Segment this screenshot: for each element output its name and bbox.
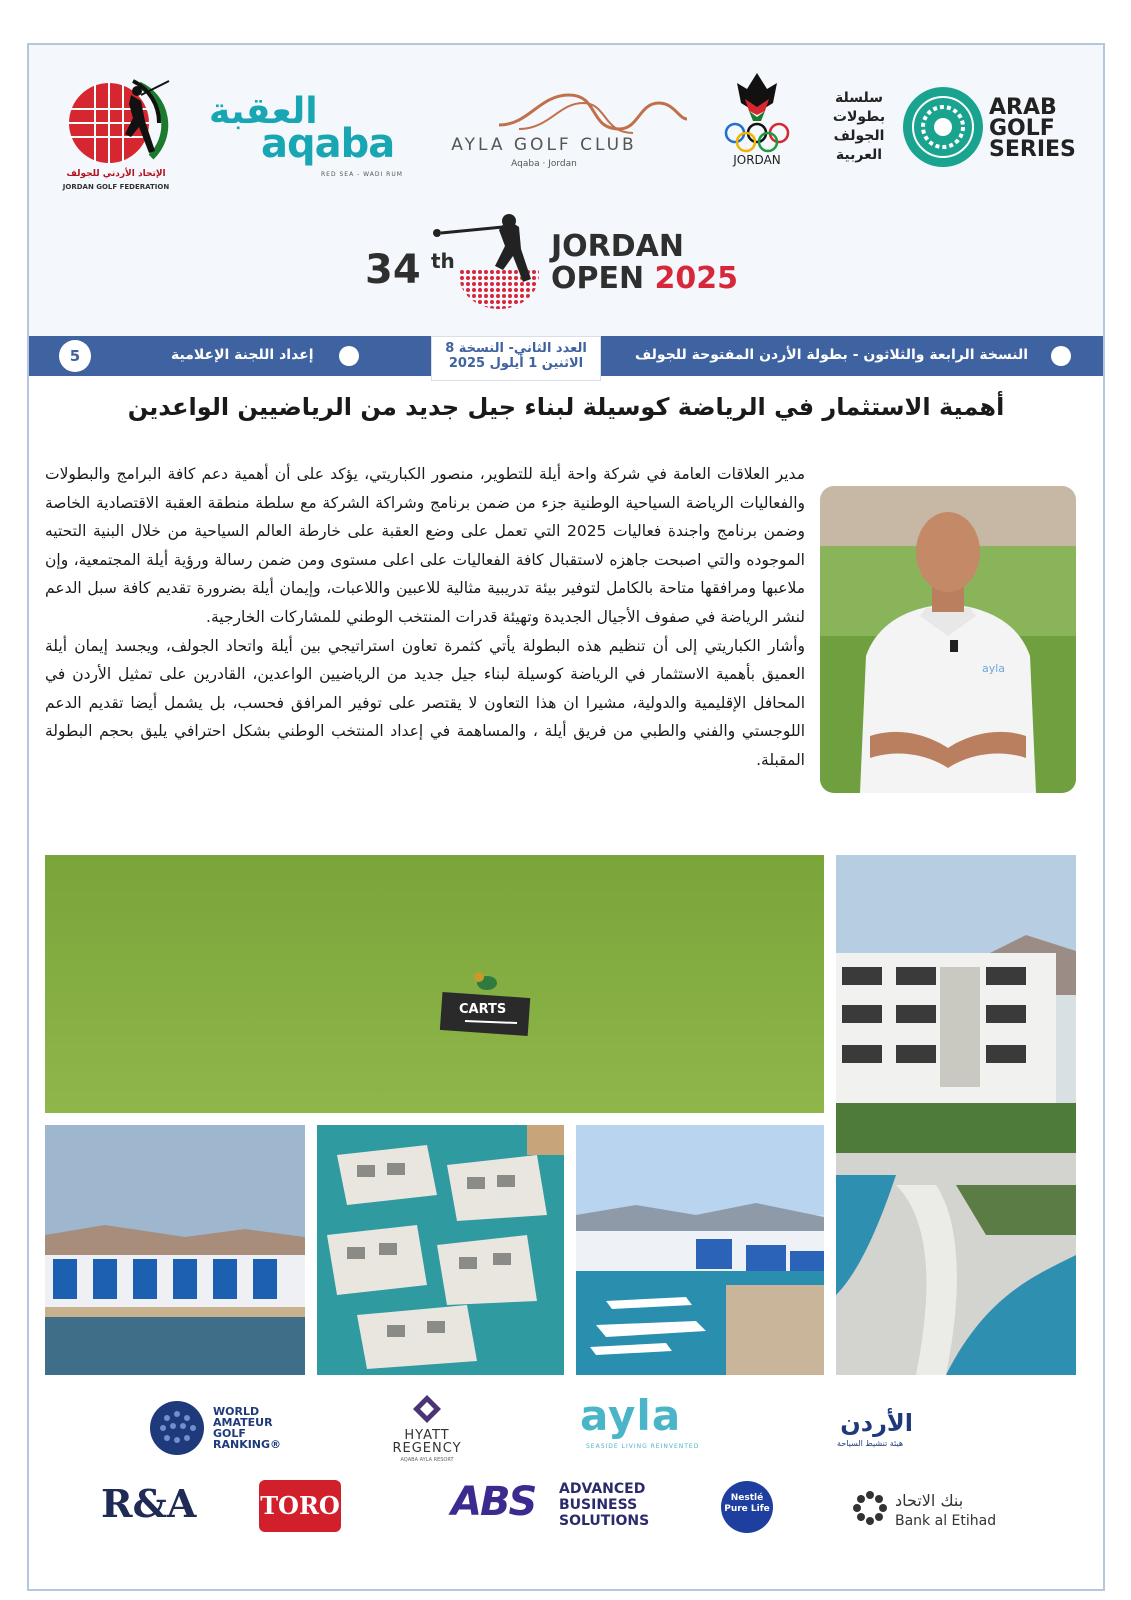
ayla-club-name: AYLA GOLF CLUB [451, 135, 637, 155]
newsletter-page [27, 43, 1105, 1591]
article-paragraph: مدير العلاقات العامة في شركة واحة أيلة للتطوير، منصور الكباريتي، يؤكد على أن أهمية دعم كافة البرامج والبطولات والفعاليات الرياضة السياحية الوطنية جزء من ضمن برنامج وشراكة الشركة مع سلطة منطقة العقبة الاقتصادية الخاصة وضمن برنامج واجندة فعاليات 2025 التي تعمل على وضع العقبة على خارطة العالم السياحية من خلال البنية التحتيه الموجوده والتي اصبحت جاهزه لاستقبال كافة الفعاليات على اعلى مستوى ومن ضمن رسالة ورؤية أيلة المجتمعية، وإن ملاعبها ومرافقها متاحة بالكامل لتوفير بيئة تدريبية مثالية للاعبين واللاعبات، وإيمان أيلة بضرورة تقديم كافة سبل الدعم لنشر الرياضة في صفوف الأجيال الجديدة وتهيئة قدرات المنتخب الوطني للمشاركات الخارجية. [45, 465, 805, 626]
ayla-golf-club-logo [429, 89, 689, 189]
ayla-wordmark: ayla [580, 1391, 682, 1440]
nestle-pure-life-logo: Nestlé Pure Life [721, 1481, 773, 1533]
waterfront-houses-photo [45, 1125, 305, 1375]
golf-course-cart-sign-photo [45, 855, 824, 1113]
wagr-text: WORLD AMATEUR GOLF RANKING® [213, 1405, 282, 1451]
event-number-suffix: th [431, 249, 455, 273]
jordan-tourism-subtitle: هيئة تنشيط السياحة [837, 1439, 904, 1448]
wagr-sponsor-logo [149, 1400, 319, 1460]
jordan-tourism-board-logo [833, 1409, 913, 1457]
bank-arabic-name: بنك الاتحاد [895, 1491, 964, 1510]
ayla-tagline: SEASIDE LIVING REINVENTED [586, 1443, 700, 1450]
r-and-a-logo: R&A [101, 1481, 197, 1526]
aqaba-arabic: العقبة [209, 91, 318, 132]
event-title-line1: JORDAN [551, 229, 684, 264]
cart-sign-text: CARTS [459, 1002, 507, 1017]
resort-building-photo [836, 855, 1076, 1375]
aqaba-logo [209, 91, 409, 185]
page-number: 5 [59, 340, 91, 372]
jordan-golf-federation-logo [51, 73, 181, 203]
toro-logo: TORO [259, 1480, 341, 1532]
abs-text: ADVANCED BUSINESS SOLUTIONS [559, 1481, 650, 1529]
event-title-open: OPEN [551, 261, 645, 296]
marina-photo [576, 1125, 824, 1375]
bullet-icon [339, 346, 359, 366]
aqaba-english: aqaba [261, 121, 395, 167]
jordan-open-2025-logo [365, 209, 765, 319]
article-paragraph: وأشار الكباريتي إلى أن تنظيم هذه البطولة يأتي كثمرة تعاون استراتيجي بين أيلة واتحاد الجولف، ويجسد إيمان أيلة العميق بأهمية الاستثمار في الرياضة كوسيلة لبناء جيل جديد من الرياضيين الواعدين، القادرين على تمثيل الأردن في المحافل الإقليمية والدولية، مشيرا ان هذا التعاون لا يقتصر على توفير المرافق فحسب، بل يشمل أيضا تقديم الدعم اللوجستي والفني والطبي من فريق أيلة ، والمساهمة في إعداد المنتخب الوطني بشكل احترافي يليق بحجم البطولة المقبلة. [45, 636, 805, 769]
lagoon-aerial-photo [317, 1125, 564, 1375]
jordan-olympic-committee-logo [717, 69, 797, 179]
arab-golf-series-text: ARAB GOLF SERIES [989, 95, 1076, 162]
hyatt-text: HYATT REGENCY [392, 1428, 462, 1456]
article-body [45, 460, 805, 775]
bank-english-name: Bank al Etihad [895, 1513, 997, 1529]
prepared-by-label: إعداد اللجنة الإعلامية [171, 347, 314, 363]
jgf-english-name: JORDAN GOLF FEDERATION [62, 183, 170, 191]
olympic-jordan-label: JORDAN [733, 153, 781, 167]
issue-number: العدد الثاني- النسخة 8 [445, 341, 587, 356]
hyatt-regency-sponsor-logo [387, 1393, 467, 1465]
event-year: 2025 [654, 261, 739, 296]
arab-golf-series-english [989, 97, 1099, 160]
jordan-arabic-wordmark: الأردن [840, 1409, 913, 1437]
issue-date: الاثنين 1 أيلول 2025 [448, 356, 584, 371]
hyatt-subtitle: AQABA AYLA RESORT [400, 1457, 454, 1463]
bullet-icon [1051, 346, 1071, 366]
edition-label: النسخة الرابعة والثلاثون - بطولة الأردن المفتوحة للجولف [635, 347, 1029, 363]
info-bar [29, 336, 1103, 376]
bank-al-etihad-logo [851, 1489, 1001, 1533]
abs-sponsor-logo [451, 1479, 661, 1535]
arab-golf-federation-seal [901, 85, 985, 169]
jgf-arabic-name: الإتحاد الأردني للجولف [66, 169, 166, 179]
arab-golf-series-arabic: سلسلة بطولات الجولف العربية [832, 90, 886, 163]
speaker-portrait-photo [820, 486, 1076, 793]
event-number: 34 [365, 247, 421, 293]
event-title-line2 [551, 263, 738, 295]
event-title [551, 231, 738, 295]
issue-info [431, 336, 601, 381]
aqaba-tagline: RED SEA - WADI RUM [321, 171, 403, 178]
shirt-logo-text: ayla [982, 662, 1006, 675]
ayla-sponsor-logo [580, 1391, 710, 1455]
abs-mark: ABS [451, 1479, 536, 1525]
article-headline: أهمية الاستثمار في الرياضة كوسيلة لبناء جيل جديد من الرياضيين الواعدين [127, 393, 1005, 421]
ayla-club-location: Aqaba · Jordan [511, 159, 577, 169]
